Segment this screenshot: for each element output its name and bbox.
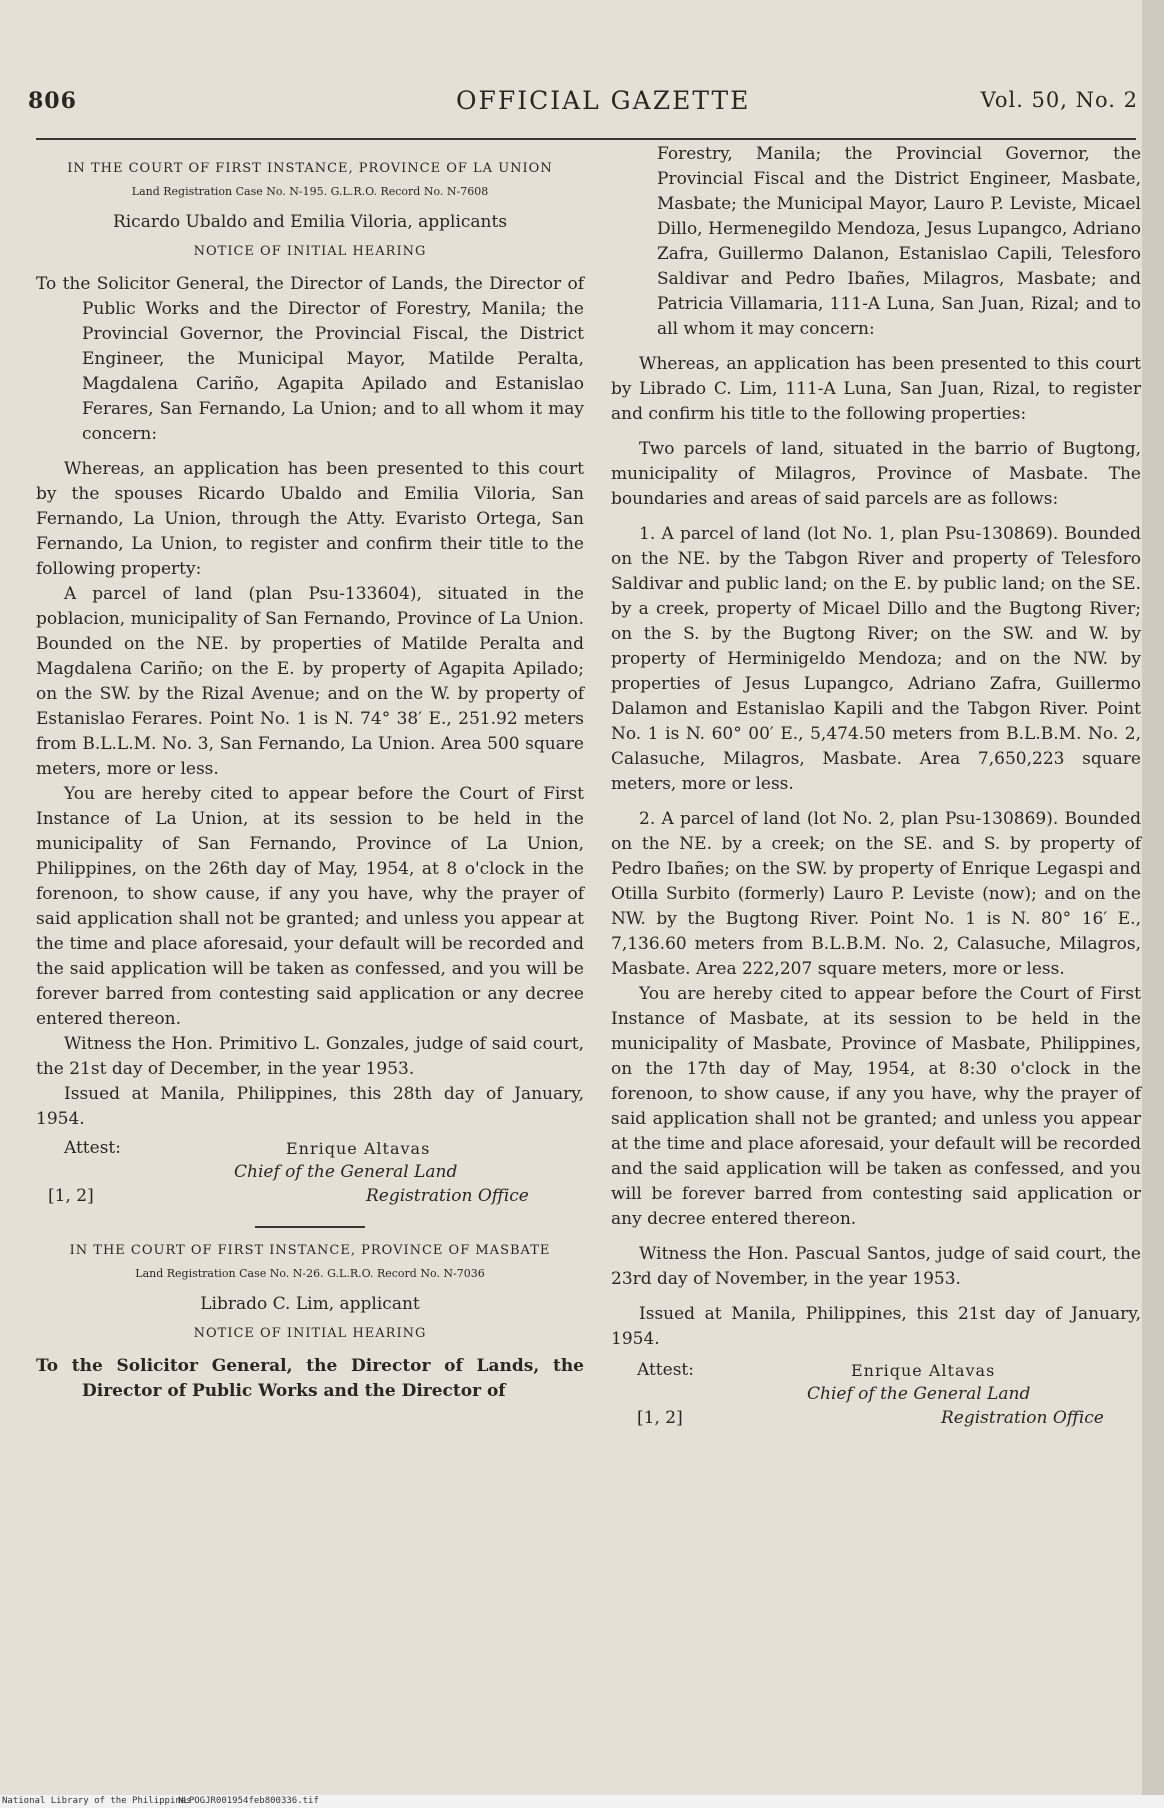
notice2-case: Land Registration Case No. N-26. G.L.R.O. Record No. N-7036 [135, 1267, 485, 1280]
notice1-case: Land Registration Case No. N-195. G.L.R.O. Record No. N-7608 [131, 185, 489, 198]
notice2-paragraph: 1. A parcel of land (lot No. 1, plan Psu-130869). Bounded on the NE. by the Tabgon River and property of Telesforo Saldivar and public land; on the E. by public land; on the SE. by a creek, property of Micael Dillo and the Bugtong River; on the S. by the Bugtong River; on the SW. and W. by property of Herminigeldo Mendoza; and on the NW. by properties of Jesus Lupangco, Adriano Zafra, Guillermo Dalamon and Estanislao Kapili and the Tabgon River. Point No. 1 is N. 60° 00′ E., 5,474.50 meters from B.L.B.M. No. 2, Calasuche, Milagros, Masbate. Area 7,650,223 square meters, more or less. [611, 524, 1141, 794]
notice2-paragraph: You are hereby cited to appear before the Court of First Instance of Masbate, at its session to be held in the municipality of Masbate, Province of Masbate, Philippines, on the 17th day of May, 1954, at 8:30 o'clock in the forenoon, to show cause, if any you have, why the prayer of said application shall not be granted; and unless you appear at the time and place aforesaid, your default will be recorded and the said application will be taken as confessed, and you will be forever barred from contesting said application or any decree entered thereon. [611, 984, 1141, 1229]
attest-title: Chief of the General Land [807, 1384, 1031, 1404]
attest-name: Enrique Altavas [286, 1139, 431, 1158]
notice2-attestation [611, 1358, 1141, 1438]
left-column [36, 160, 584, 1404]
volume-number: Vol. 50, No. 2 [980, 88, 1138, 112]
gazette-title: OFFICIAL GAZETTE [456, 86, 751, 115]
notice2-paragraph: 2. A parcel of land (lot No. 2, plan Psu-130869). Bounded on the NE. by a creek; on the SE. and S. by property of Pedro Ibañes; on the SW. by property of Enrique Legaspi and Otilla Surbito (formerly) Lauro P. Leviste (now); and on the NW. by the Bugtong River. Point No. 1 is N. 80° 16′ E., 7,136.60 meters from B.L.B.M. No. 2, Calasuche, Milagros, Masbate. Area 222,207 square meters, more or less. [611, 809, 1141, 979]
notice2-paragraph: Two parcels of land, situated in the barrio of Bugtong, municipality of Milagros, Province of Masbate. The boundaries and areas of said parcels are as follows: [611, 439, 1141, 509]
notice2-heading: NOTICE OF INITIAL HEARING [193, 1326, 427, 1341]
notice1-applicants: Ricardo Ubaldo and Emilia Viloria, applicants [112, 212, 508, 232]
attest-name: Enrique Altavas [851, 1361, 996, 1380]
notice1-paragraph: You are hereby cited to appear before the Court of First Instance of La Union, at its session to be held in the municipality of San Fernando, Province of La Union, Philippines, on the 26th day of May, 1954, at 8 o'clock in the forenoon, to show cause, if any you have, why the prayer of said application shall not be granted; and unless you appear at the time and place aforesaid, your default will be recorded and the said application will be taken as confessed, and you will be forever barred from contesting said application or any decree entered thereon. [36, 784, 584, 1029]
right-column [611, 142, 1141, 1438]
page-header [28, 86, 1138, 126]
footer-file: NLPOGJR001954feb800336.tif [178, 1796, 319, 1806]
scan-footer [0, 1795, 1164, 1808]
attest-office: Registration Office [366, 1186, 529, 1206]
notice2-applicant: Librado C. Lim, applicant [200, 1294, 420, 1314]
notice1-heading: NOTICE OF INITIAL HEARING [193, 244, 427, 259]
notice1-court: IN THE COURT OF FIRST INSTANCE, PROVINCE OF LA UNION [67, 161, 553, 176]
notice1-paragraph: Witness the Hon. Primitivo L. Gonzales, judge of said court, the 21st day of December, in the year 1953. [36, 1034, 584, 1079]
attest-label: Attest: [637, 1360, 694, 1380]
notice-divider [255, 1226, 365, 1228]
header-rule [36, 138, 1136, 140]
notice2-court: IN THE COURT OF FIRST INSTANCE, PROVINCE OF MASBATE [69, 1243, 551, 1258]
issue-bracket: [1, 2] [48, 1186, 94, 1206]
notice2-paragraph: Issued at Manila, Philippines, this 21st day of January, 1954. [611, 1304, 1141, 1349]
notice1-attestation [36, 1136, 584, 1216]
notice2-address-start: To the Solicitor General, the Director of Lands, the Director of Public Works and the Director of [36, 1356, 584, 1401]
notice1-paragraph: A parcel of land (plan Psu-133604), situated in the poblacion, municipality of San Fernando, Province of La Union. Bounded on the NE. by properties of Matilde Peralta and Magdalena Cariño; on the E. by property of Agapita Apilado; on the SW. by the Rizal Avenue; and on the W. by property of Estanislao Ferares. Point No. 1 is N. 74° 38′ E., 251.92 meters from B.L.L.M. No. 3, San Fernando, La Union. Area 500 square meters, more or less. [36, 584, 584, 779]
notice2-paragraph: Witness the Hon. Pascual Santos, judge of said court, the 23rd day of November, in the year 1953. [611, 1244, 1141, 1289]
attest-title: Chief of the General Land [234, 1162, 458, 1182]
notice2-paragraph: Whereas, an application has been presented to this court by Librado C. Lim, 111-A Luna, San Juan, Rizal, to register and confirm his title to the following properties: [611, 354, 1141, 424]
notice1-address: To the Solicitor General, the Director of Lands, the Director of Public Works and the Director of Forestry, Manila; the Provincial Governor, the Provincial Fiscal, the District Engineer, the Municipal Mayor, Matilde Peralta, Magdalena Cariño, Agapita Apilado and Estanislao Ferares, San Fernando, La Union; and to all whom it may concern: [36, 274, 584, 444]
issue-bracket: [1, 2] [637, 1408, 683, 1428]
footer-library: National Library of the Philippines [2, 1796, 192, 1806]
page-number: 806 [28, 88, 77, 114]
adjacent-page-edge [1142, 0, 1164, 1808]
notice2-address-cont: Forestry, Manila; the Provincial Governor, the Provincial Fiscal and the District Engineer, Masbate, Masbate; the Municipal Mayor, Lauro P. Leviste, Micael Dillo, Hermenegildo Mendoza, Jesus Lupangco, Adriano Zafra, Guillermo Dalanon, Estanislao Capili, Telesforo Saldivar and Pedro Ibañes, Milagros, Masbate; and Patricia Villamaria, 111-A Luna, San Juan, Rizal; and to all whom it may concern: [657, 144, 1141, 339]
notice1-paragraph: Whereas, an application has been presented to this court by the spouses Ricardo Ubaldo and Emilia Viloria, San Fernando, La Union, through the Atty. Evaristo Ortega, San Fernando, La Union, to register and confirm their title to the following property: [36, 459, 584, 579]
attest-office: Registration Office [941, 1408, 1104, 1428]
attest-label: Attest: [64, 1138, 121, 1158]
notice1-paragraph: Issued at Manila, Philippines, this 28th day of January, 1954. [36, 1084, 584, 1129]
